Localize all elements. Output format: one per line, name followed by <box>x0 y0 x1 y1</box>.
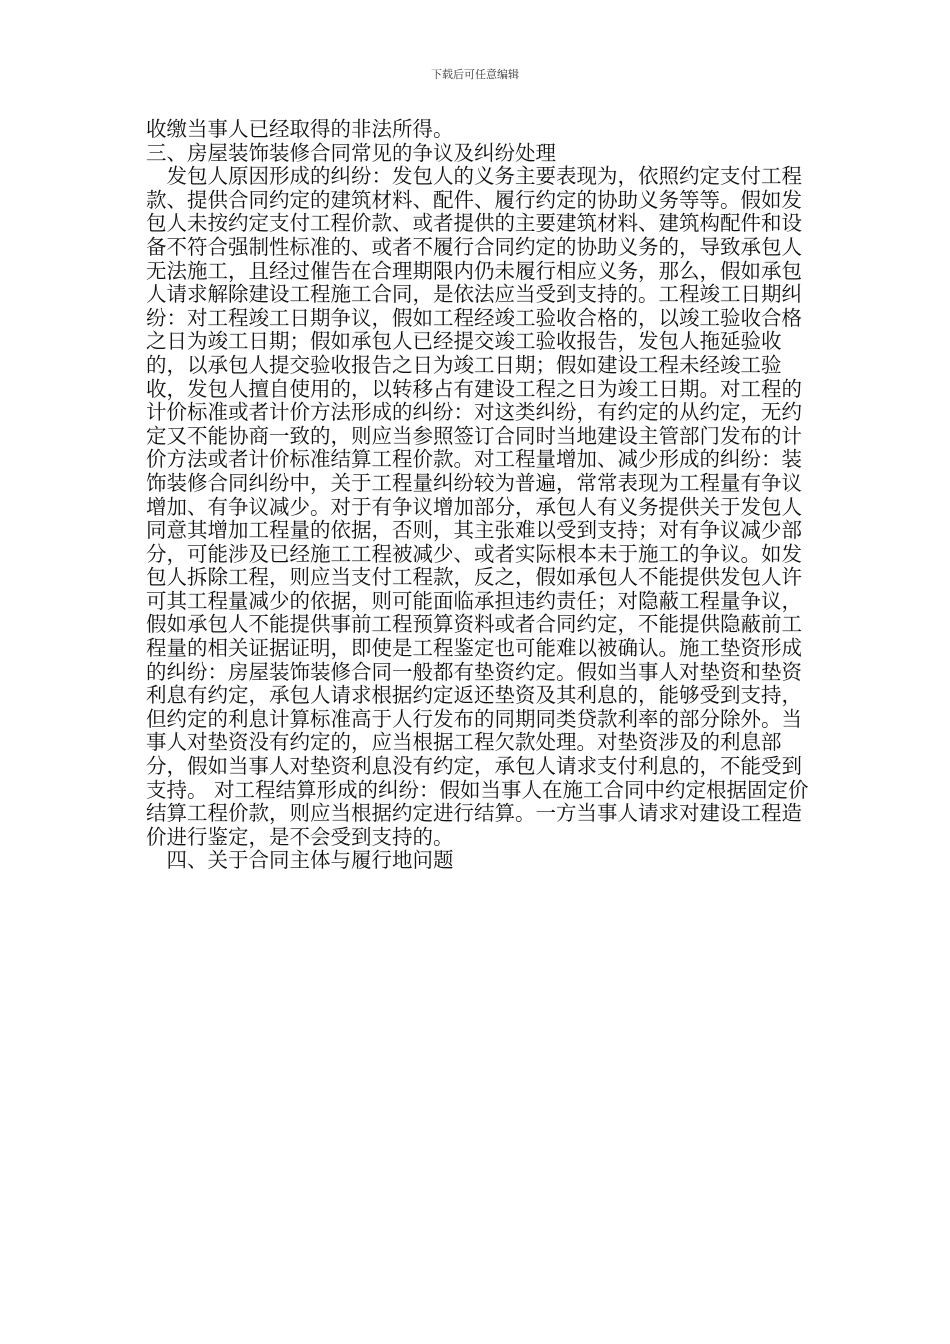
page-header: 下载后可任意编辑 <box>431 68 519 81</box>
document-body <box>146 118 816 873</box>
paragraph-continuation: 收缴当事人已经取得的非法所得。 <box>146 117 454 141</box>
section-heading-3: 三、房屋装饰装修合同常见的争议及纠纷处理 <box>146 140 556 165</box>
section-heading-4: 四、关于合同主体与履行地问题 <box>166 848 454 873</box>
paragraph-disputes: 发包人原因形成的纠纷：发包人的义务主要表现为，依照约定支付工程款、提供合同约定的建筑材料、配件、履行约定的协助义务等等。假如发包人未按约定支付工程价款、或者提供的主要建筑材料、建筑构配件和设备不符合强制性标准的、或者不履行合同约定的协助义务的，导致承包人无法施工，且经过催告在合理期限内仍未履行相应义务，那么，假如承包人请求解除建设工程施工合同，是依法应当受到支持的。工程竣工日期纠纷：对工程竣工日期争议，假如工程经竣工验收合格的，以竣工验收合格之日为竣工日期；假如承包人已经提交竣工验收报告，发包人拖延验收的，以承包人提交验收报告之日为竣工日期；假如建设工程未经竣工验收，发包人擅自使用的，以转移占有建设工程之日为竣工日期。对工程的计价标准或者计价方法形成的纠纷：对这类纠纷，有约定的从约定，无约定又不能协商一致的，则应当参照签订合同时当地建设主管部门发布的计价方法或者计价标准结算工程价款。对工程量增加、减少形成的纠纷：装饰装修合同纠纷中，关于工程量纠纷较为普遍，常常表现为工程量有争议增加、有争议减少。对于有争议增加部分，承包人有义务提供关于发包人同意其增加工程量的依据，否则，其主张难以受到支持；对有争议减少部分，可能涉及已经施工工程被减少、或者实际根本未于施工的争议。如发包人拆除工程，则应当支付工程款，反之，假如承包人不能提供发包人许可其工程量减少的依据，则可能面临承担违约责任；对隐蔽工程量争议，假如承包人不能提供事前工程预算资料或者合同约定，不能提供隐蔽前工程量的相关证据证明，即使是工程鉴定也可能难以被确认。施工垫资形成的纠纷：房屋装饰装修合同一般都有垫资约定。假如当事人对垫资和垫资利息有约定，承包人请求根据约定返还垫资及其利息的，能够受到支持，但约定的利息计算标准高于人行发布的同期同类贷款利率的部分除外。当事人对垫资没有约定的，应当根据工程欠款处理。对垫资涉及的利息部分，假如当事人对垫资利息没有约定，承包人请求支付利息的，不能受到支持。 对工程结算形成的纠纷：假如当事人在施工合同中约定根据固定价结算工程价款，则应当根据约定进行结算。一方当事人请求对建设工程造价进行鉴定，是不会受到支持的。 <box>146 164 809 849</box>
